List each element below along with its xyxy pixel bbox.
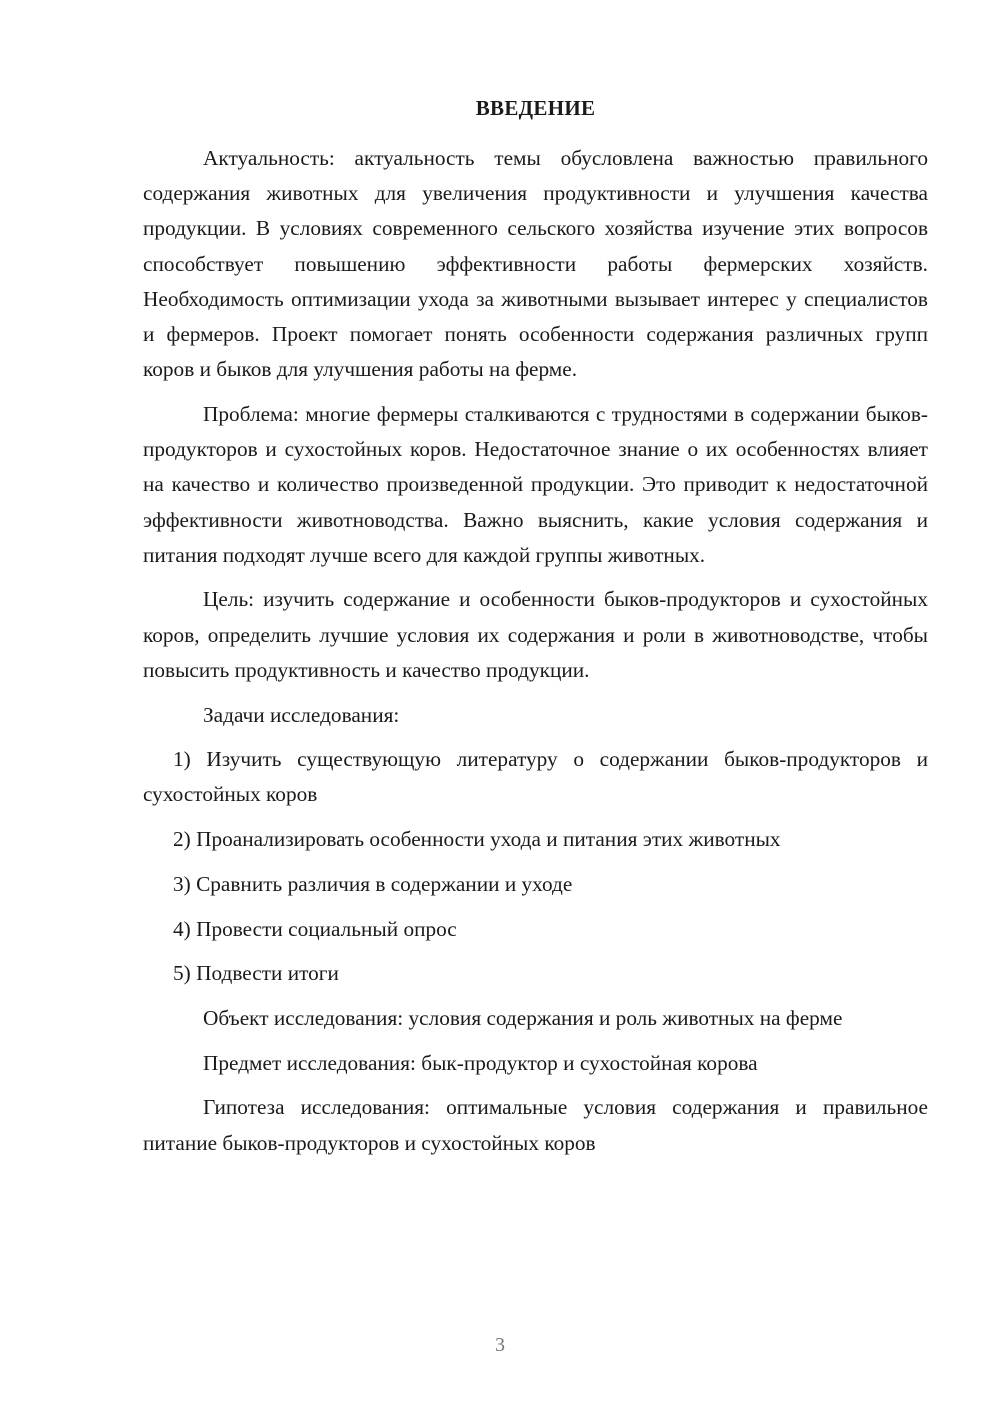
tasks-heading: Задачи исследования:: [203, 702, 400, 727]
object-paragraph: Объект исследования: условия содержания и роль животных на ферме: [203, 1005, 843, 1030]
goal-paragraph: Цель: изучить содержание и особенности быков-продукторов и сухостойных коров, определить лучшие условия их содержания и роли в животноводстве, чтобы повысить продуктивность и качество продукции.: [143, 587, 928, 682]
relevance-paragraph: Актуальность: актуальность темы обусловлена важностью правильного содержания животных для увеличения продуктивности и улучшения качества продукции. В условиях современного сельского хозяйства изучение этих вопросов способствует повышению эффективности работы фермерских хозяйств. Необходимость оптимизации ухода за животными вызывает интерес у специалистов и фермеров. Проект помогает понять особенности содержания различных групп коров и быков для улучшения работы на ферме.: [143, 146, 928, 382]
page-title: ВВЕДЕНИЕ: [475, 96, 596, 120]
hypothesis-paragraph: Гипотеза исследования: оптимальные условия содержания и правильное питание быков-продукторов и сухостойных коров: [143, 1095, 928, 1155]
task-item: 4) Провести социальный опрос: [173, 916, 457, 941]
task-item: 1) Изучить существующую литературу о содержании быков-продукторов и сухостойных коров: [143, 747, 928, 807]
subject-paragraph: Предмет исследования: бык-продуктор и сухостойная корова: [203, 1050, 758, 1075]
document-body: [143, 141, 928, 1170]
task-item: 2) Проанализировать особенности ухода и питания этих животных: [173, 827, 781, 852]
problem-paragraph: Проблема: многие фермеры сталкиваются с трудностями в содержании быков-продукторов и сухостойных коров. Недостаточное знание о их особенностях влияет на качество и количество произведенной продукции. Это приводит к недостаточной эффективности животноводства. Важно выяснить, какие условия содержания и питания подходят лучше всего для каждой группы животных.: [143, 401, 928, 567]
task-item: 5) Подвести итоги: [173, 961, 339, 986]
task-item: 3) Сравнить различия в содержании и уходе: [173, 871, 573, 896]
page-number: 3: [495, 1334, 505, 1356]
